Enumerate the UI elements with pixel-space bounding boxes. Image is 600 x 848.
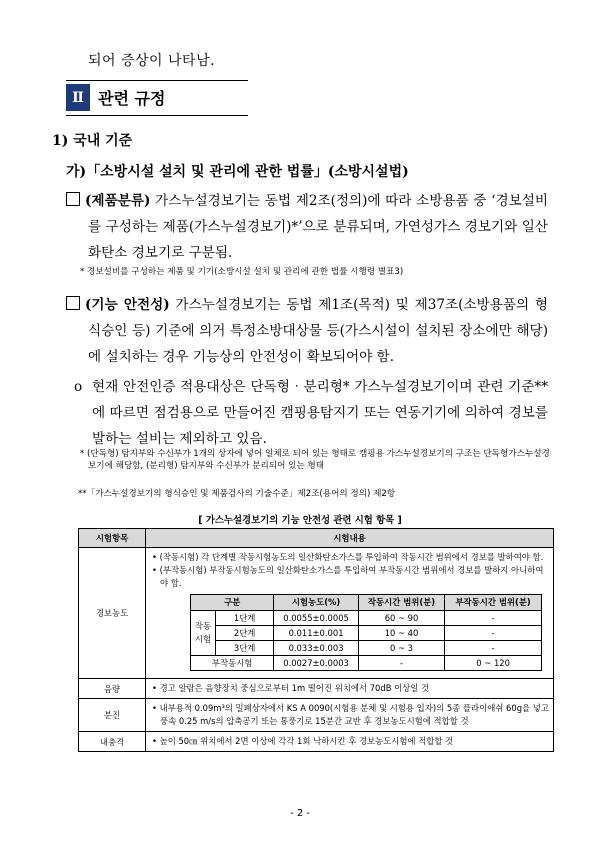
section-rule-bottom	[66, 115, 248, 116]
paragraph-current-scope	[74, 374, 548, 452]
section-number: Ⅱ	[66, 84, 90, 111]
paragraph-text: 현재 안전인증 적용대상은 단독형‧분리형* 가스누설경보기이며 관련 기준**에 따르면 점검용으로 만들어진 캠핑용탐지기 또는 연동기기에 의하여 경보를 발하는 설비는 제외하고 있음.	[92, 379, 548, 447]
test-item-label: 내충격	[79, 732, 146, 752]
group-label: 작동 시험	[191, 611, 216, 656]
table-title: [ 가스누설경보기의 기능 안전성 관련 시험 항목 ]	[198, 515, 402, 526]
table-cell: -	[358, 656, 444, 671]
test-item-label: 경보농도	[79, 548, 146, 679]
test-item-label: 음량	[79, 679, 146, 699]
test-content	[146, 732, 554, 752]
table-row	[191, 641, 542, 656]
table-row	[79, 699, 554, 732]
table-cell: -	[445, 626, 542, 641]
table-row	[191, 626, 542, 641]
paragraph-lead: (제품분류)	[85, 193, 151, 209]
paragraph-functional-safety	[66, 292, 548, 370]
test-content	[146, 699, 554, 732]
column-header: 구분	[191, 595, 274, 611]
column-header: 시험내용	[146, 529, 554, 548]
bullet-item: • (작동시험) 각 단계별 작동시험농도의 일산화탄소가스를 투입하여 작동시간 범위에서 경보를 발하여야 함.	[152, 552, 544, 562]
test-items-table	[78, 528, 554, 752]
table-cell: 0.011±0.001	[274, 626, 358, 641]
table-row	[79, 548, 554, 679]
table-cell: 3단계	[216, 641, 274, 656]
bullet-item: • 내부용적 0.09m³의 밀폐상자에서 KS A 0090(시험용 분체 및 시험용 입자)의 5종 플라이애쉬 60g을 넣고 풍속 0.25 m/s의 압축공기 또는 통풍기로 15분간 교반 후 경보농도시험에 적합할 것	[152, 703, 549, 726]
concentration-table	[190, 594, 542, 671]
table-cell: 60 ~ 90	[358, 611, 444, 626]
column-header: 부작동시간 범위(분)	[445, 595, 542, 611]
paragraph-lead: (기능 안전성)	[85, 297, 170, 313]
page-number: - 2 -	[290, 808, 310, 819]
paragraph-text: 가스누설경보기는 동법 제1조(목적) 및 제37조(소방용품의 형식승인 등) 기준에 의거 특정소방대상물 등(가스시설이 설치된 장소에만 해당)에 설치하는 경우 기능상의 안전성이 확보되어야 함.	[88, 297, 548, 365]
footnote-standard: **「가스누설경보기의 형식승인 및 제품검사의 기술수준」제2조(용어의 정의) 제2항	[78, 489, 396, 499]
circle-bullet-icon: o	[74, 379, 83, 395]
column-header: 시험항목	[79, 529, 146, 548]
bullet-item: • 경고 알람은 음향장치 중심으로부터 1m 떨어진 위치에서 70dB 이상일 것	[152, 683, 430, 693]
table-row	[79, 732, 554, 752]
table-cell: -	[445, 641, 542, 656]
test-content	[146, 548, 554, 679]
checkbox-square-icon	[66, 192, 80, 206]
section-title: 관련 규정	[98, 89, 166, 108]
bullet-item: • (부작동시험) 부작동시험농도의 일산화탄소가스를 투입하여 부작동시간 범위에서 경보를 발하지 아니하여야 함.	[152, 565, 544, 588]
test-content	[146, 679, 554, 699]
table-cell: 0.0055±0.0005	[274, 611, 358, 626]
intro-text: 되어 증상이 나타남.	[88, 53, 216, 69]
table-cell: 1단계	[216, 611, 274, 626]
table-cell: 부작동시험	[191, 656, 274, 671]
column-header: 작동시간 범위(분)	[358, 595, 444, 611]
table-cell: 0 ~ 120	[445, 656, 542, 671]
table-row	[79, 679, 554, 699]
footnote-product: * 경보설비를 구성하는 제품 및 기기(소방시설 설치 및 관리에 관한 법률 시행령 별표3)	[80, 267, 404, 277]
table-cell: 0.0027±0.0003	[274, 656, 358, 671]
table-cell: -	[445, 611, 542, 626]
heading-domestic-standard: 1) 국내 기준	[52, 133, 133, 149]
paragraph-product-classification	[66, 188, 548, 266]
table-cell: 0 ~ 3	[358, 641, 444, 656]
table-row	[191, 611, 542, 626]
table-row	[191, 656, 542, 671]
table-cell: 0.033±0.003	[274, 641, 358, 656]
bullet-item: • 높이 50㎝ 위치에서 2면 이상에 각각 1회 낙하시킨 후 경보농도시험에 적합할 것	[152, 736, 454, 746]
footnote-types: * (단독형) 탐지부와 수신부가 1개의 상자에 넣어 일체로 되어 있는 형태로 캠핑용 가스누설경보기의 구조는 단독형가스누설경보기에 해당함, (분리형) 탐지부와 수신부가 분리되어 있는 형태	[80, 449, 550, 471]
table-cell: 2단계	[216, 626, 274, 641]
column-header: 시험농도(%)	[274, 595, 358, 611]
section-rule-top	[66, 80, 248, 81]
heading-fire-facility-act: 가)「소방시설 설치 및 관리에 관한 법률」(소방시설법)	[66, 164, 409, 180]
checkbox-square-icon	[66, 296, 80, 310]
test-item-label: 분진	[79, 699, 146, 732]
table-cell: 10 ~ 40	[358, 626, 444, 641]
paragraph-text: 가스누설경보기는 동법 제2조(정의)에 따라 소방용품 중 ‘경보설비를 구성하는 제품(가스누설경보기)*’으로 분류되며, 가연성가스 경보기와 일산화탄소 경보기로 구분됨.	[88, 193, 549, 261]
